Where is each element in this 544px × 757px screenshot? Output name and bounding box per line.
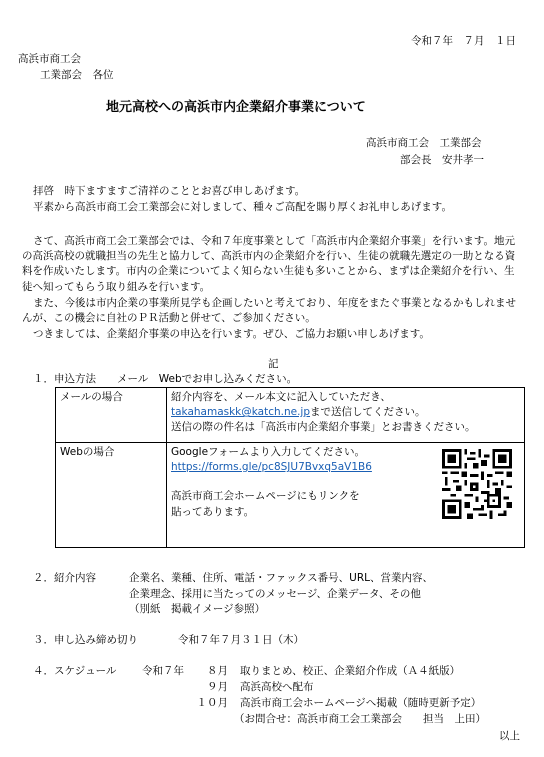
schedule-text-1: 取りまとめ、校正、企業紹介作成（Ａ４紙版） (240, 665, 461, 677)
web-line-1: Googleフォームより入力してください。 (171, 446, 366, 458)
letter-date: 令和７年 ７月 １日 (411, 35, 516, 47)
body-paragraph-1: さて、高浜市商工会工業部会では、令和７年度事業として「高浜市内企業紹介事業」を行います。地元の高浜高校の就職担当の先生と協力して、高浜市内の企業紹介を行い、生徒の就職先選定の一助となる資料を作成いたします。市内の企業についてよく知らない生徒も多いことから、まずは企業紹介を行い、生徒へ知ってもらう取り組みを行います。 (22, 235, 516, 293)
mail-line-1: 紹介内容を、メール本文に記入していただき、 (171, 391, 391, 403)
body-paragraph-3: つきましては、企業紹介事業の申込を行います。ぜひ、ご協力お願い申しあげます。 (33, 328, 430, 340)
web-line-3: 高浜市商工会ホームページにもリンクを (171, 490, 360, 503)
sender-org: 高浜市商工会 工業部会 (366, 137, 482, 149)
schedule-year: 令和７年 (142, 665, 184, 677)
body-paragraph-2: また、今後は市内企業の事業所見学も企画したいと考えており、年度をまたぐ事業となるかもしれませんが、この機会に自社のＰＲ活動と併せて、ご参加ください。 (22, 297, 516, 325)
section-2-line-2: 企業理念、採用に当たってのメッセージ、企業データ、その他 (129, 588, 421, 600)
section-2-line-1: 企業名、業種、住所、電話・ファックス番号、URL、営業内容、 (129, 572, 434, 584)
sender-person: 部会長 安井孝一 (400, 154, 484, 166)
web-label: Webの場合 (56, 443, 167, 548)
section-2-heading: ２．紹介内容 (33, 572, 96, 584)
qr-code-image[interactable] (442, 449, 512, 519)
contact-email-link[interactable]: takahamaskk@katch.ne.jp (171, 406, 311, 419)
google-form-link[interactable]: https://forms.gle/pc8SJU7Bvxq5aV1B6 (171, 461, 372, 474)
mail-instructions (167, 388, 525, 443)
contact-note: （お問合せ：高浜市商工会工業部会 担当 上田） (234, 713, 486, 725)
web-line-4: 貼ってあります。 (171, 505, 255, 518)
schedule-month-3: １０月 (196, 697, 228, 709)
greeting-line-2: 平素から高浜市商工会工業部会に対しまして、種々ご高配を賜り厚くお礼申しあげます。 (33, 201, 452, 213)
application-method-table (55, 387, 525, 548)
section-3-heading: ３．申し込み締め切り (33, 634, 138, 646)
deadline-value: 令和７年７月３１日（木） (178, 634, 304, 646)
mail-line-3: 送信の際の件名は「高浜市内企業紹介事業」とお書きください。 (171, 421, 476, 434)
document-title: 地元高校への高浜市内企業紹介事業について (106, 100, 366, 115)
schedule-text-3: 高浜市商工会ホームページへ掲載（随時更新予定） (240, 697, 482, 709)
recipient-dept: 工業部会 各位 (40, 69, 114, 81)
section-2-line-3: （別紙 掲載イメージ参照） (129, 603, 266, 615)
schedule-text-2: 高浜高校へ配布 (240, 681, 314, 693)
schedule-month-1: ８月 (207, 665, 228, 677)
section-4-heading: ４．スケジュール (33, 665, 117, 677)
section-1-heading: １．申込方法 メール Webでお申し込みください。 (33, 373, 298, 385)
recipient-org: 高浜市商工会 (18, 53, 81, 65)
mail-line-2 (171, 405, 520, 420)
mail-label: メールの場合 (56, 388, 167, 443)
web-row (56, 443, 525, 548)
mail-line-2-suffix: まで送信してください。 (310, 406, 426, 419)
ki-marker: 記 (268, 358, 279, 370)
greeting-line-1: 拝啓 時下ますますご清祥のこととお喜び申しあげます。 (33, 185, 306, 197)
schedule-month-2: ９月 (207, 681, 228, 693)
web-instructions (167, 443, 525, 548)
closing-ijou: 以上 (499, 730, 520, 742)
mail-row (56, 388, 525, 443)
